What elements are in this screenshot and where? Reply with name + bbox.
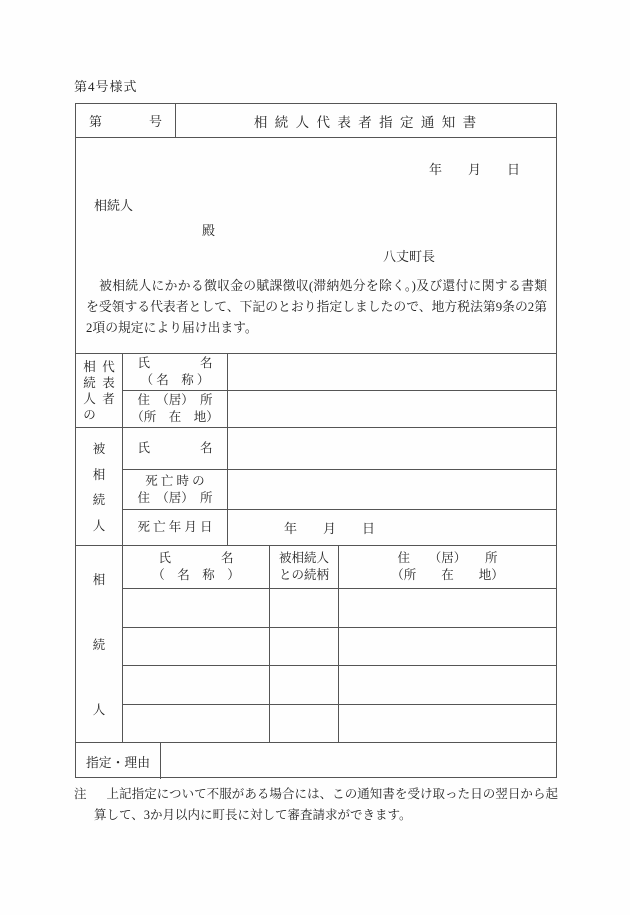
label-line: 住 （居） 所 — [397, 551, 498, 565]
representative-address-value-cell[interactable] — [228, 391, 556, 427]
decedent-section — [76, 428, 556, 546]
letter-block — [76, 138, 556, 354]
heir-name-cell[interactable] — [123, 705, 270, 743]
representative-name-value-cell[interactable] — [228, 354, 556, 390]
letter-body-paragraph: 被相続人にかかる徴収金の賦課徴収(滞納処分を除く。)及び還付に関する書類を受領する代表者として、下記のとおり指定しましたので、地方税法第9条の2第2項の規定により届け出ます。 — [86, 279, 547, 335]
decedent-rows — [123, 428, 556, 545]
representative-group-label-text — [76, 354, 122, 427]
decedent-death-date-value-cell[interactable]: 年 月 日 — [284, 521, 376, 536]
heir-row — [123, 704, 556, 743]
representative-group-label — [76, 354, 123, 427]
heir-relation-cell[interactable] — [270, 705, 339, 743]
heir-name-cell[interactable] — [123, 628, 270, 666]
decedent-group-label — [76, 428, 123, 545]
representative-address-row — [123, 390, 556, 427]
designation-reason-row — [76, 743, 556, 779]
decedent-death-date-label — [123, 510, 228, 545]
notification-form-table — [75, 103, 557, 778]
vlabel-char: 者 — [102, 391, 115, 406]
label-line: 住 （居） 所 — [137, 393, 213, 407]
heir-relation-cell[interactable] — [270, 589, 339, 627]
label-line: との続柄 — [278, 568, 329, 582]
representative-address-label — [123, 391, 228, 427]
heir-name-cell[interactable] — [123, 589, 270, 627]
heir-relation-cell[interactable] — [270, 666, 339, 704]
representative-name-label — [123, 354, 228, 390]
heir-name-cell[interactable] — [123, 666, 270, 704]
heirs-group-label — [76, 546, 123, 742]
heir-row — [123, 588, 556, 627]
label-line: （所 在 地） — [131, 410, 219, 424]
heirs-table — [123, 546, 556, 742]
heirs-header-row — [123, 546, 556, 588]
form-style-number: 第4号様式 — [74, 79, 138, 94]
issue-date-line[interactable]: 年 月 日 — [428, 162, 520, 177]
label-line: 氏 名 — [137, 441, 213, 455]
heirs-address-column-header — [339, 546, 556, 588]
label-line: 死 亡 時 の — [145, 473, 205, 488]
vlabel-char: 相 — [83, 359, 96, 374]
heirs-relation-column-header — [270, 546, 339, 588]
decedent-death-address-row — [123, 469, 556, 509]
form-title: 相 続 人 代 表 者 指 定 通 知 書 — [253, 114, 479, 130]
vlabel-char: の — [83, 407, 96, 422]
document-number-suffix: 号 — [148, 114, 162, 129]
vlabel-char: 続 — [83, 375, 96, 390]
heirs-group-label-text — [76, 546, 122, 742]
vlabel-char: 人 — [83, 391, 96, 406]
note-prefix: 注 — [74, 787, 87, 801]
heir-address-cell[interactable] — [339, 666, 556, 704]
vlabel-char: 続 — [92, 637, 106, 652]
representative-rows — [123, 354, 556, 427]
designation-reason-label: 指定・理由 — [76, 743, 161, 779]
heir-address-cell[interactable] — [339, 628, 556, 666]
document-number-cell[interactable] — [76, 104, 176, 137]
representative-name-row — [123, 354, 556, 390]
label-line: 被相続人 — [278, 551, 329, 565]
heir-row — [123, 665, 556, 704]
decedent-death-date-row — [123, 509, 556, 545]
label-line: 氏 名 — [137, 356, 213, 370]
heirs-section — [76, 546, 556, 743]
decedent-group-label-text — [76, 428, 122, 545]
label-line: 住 （居） 所 — [137, 490, 213, 505]
decedent-name-row — [123, 428, 556, 469]
vlabel-char: 被 — [92, 442, 106, 457]
decedent-death-address-value-cell[interactable] — [228, 470, 556, 509]
decedent-name-value-cell[interactable] — [228, 428, 556, 469]
honorific-label: 殿 — [202, 223, 216, 238]
vlabel-char: 相 — [92, 572, 106, 587]
appeal-note — [74, 784, 558, 826]
heirs-name-column-header — [123, 546, 270, 588]
note-text: 上記指定について不服がある場合には、この通知書を受け取った日の翌日から起算して、3か月以内に町長に対して審査請求ができます。 — [94, 787, 558, 822]
vlabel-char: 代 — [102, 359, 115, 374]
label-line: 死 亡 年 月 日 — [137, 520, 213, 534]
vlabel-char: 表 — [102, 375, 115, 390]
vlabel-char: 人 — [92, 518, 106, 533]
vlabel-char: 人 — [92, 703, 106, 718]
label-line: 氏 名 — [158, 551, 234, 565]
addressee-label: 相続人 — [94, 198, 134, 213]
vlabel-char: 相 — [92, 467, 106, 482]
heir-row — [123, 627, 556, 666]
decedent-name-label — [123, 428, 228, 469]
heir-address-cell[interactable] — [339, 589, 556, 627]
representative-section — [76, 354, 556, 428]
decedent-death-address-label — [123, 470, 228, 509]
label-line: （所 在 地） — [391, 568, 504, 582]
vlabel-char: 続 — [92, 493, 106, 508]
document-number-prefix: 第 — [89, 114, 103, 129]
label-line: （ 名 称 ） — [152, 568, 240, 582]
heir-address-cell[interactable] — [339, 705, 556, 743]
form-header-row — [76, 104, 556, 138]
sender-name: 八丈町長 — [383, 249, 436, 264]
heir-relation-cell[interactable] — [270, 628, 339, 666]
designation-reason-value-cell[interactable] — [161, 743, 556, 779]
label-line: （ 名 称 ） — [140, 373, 210, 387]
